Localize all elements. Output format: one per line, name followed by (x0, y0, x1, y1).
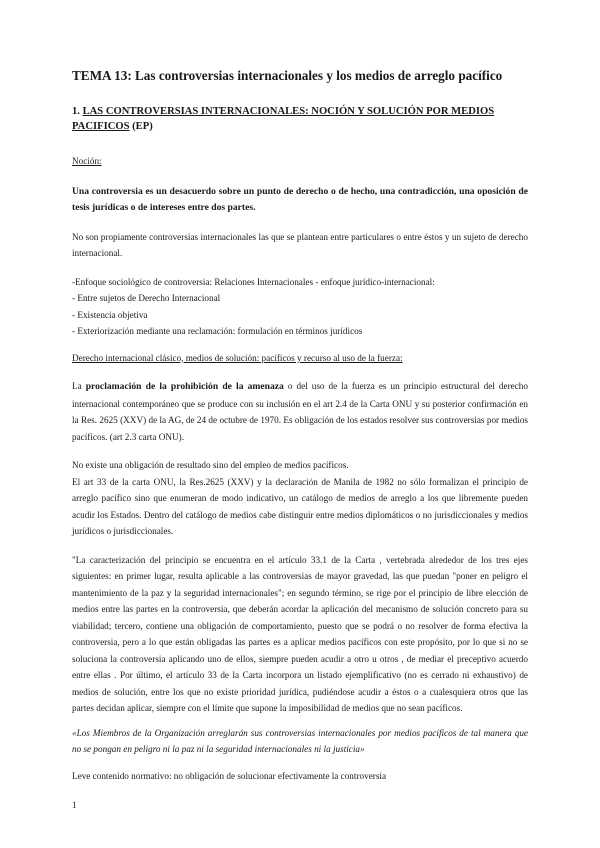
proclamacion-pre: La (72, 381, 86, 391)
italic-quote: «Los Miembros de la Organización arreglarán sus controversias internacionales por medios pacíficos de tal manera que no se pongan en peligro ni la paz ni la seguridad internacionales ni la justicia» (72, 727, 528, 754)
art33-paragraph: El art 33 de la carta ONU, la Res.2625 (XXV) y la declaración de Manila de 1982 no sólo formalizan el principio de arreglo pacífico sino que enumeran de modo indicativo, un catálogo de medios de arreglo a los que libremente pueden acudir los Estados. Dentro del catálogo de medios cabe distinguir entre medios diplomáticos o no jurisdiccionales y medios jurídicos o jurisdiccionales. (72, 476, 528, 536)
section-heading (72, 104, 528, 134)
list-item: -Enfoque sociológico de controversia: Relaciones Internacionales - enfoque jurídico-internacional: (72, 276, 435, 287)
list-item: - Existencia objetiva (72, 309, 148, 320)
nocion-label: Noción: (72, 156, 102, 166)
definition-paragraph: Una controversia es un desacuerdo sobre un punto de derecho o de hecho, una contradicción, una oposición de tesis jurídicas o de intereses entre dos partes. (72, 185, 528, 213)
section-number: 1. (72, 106, 83, 117)
no-existe-paragraph: No existe una obligación de resultado sino del empleo de medios pacíficos. (72, 460, 349, 470)
proclamacion-paragraph (72, 378, 528, 445)
section-heading-text: LAS CONTROVERSIAS INTERNACIONALES: NOCIÓN Y SOLUCIÓN POR MEDIOS PACIFICOS (72, 106, 495, 132)
proclamacion-bold: proclamación de la prohibición de la amenaza (85, 381, 284, 392)
list-item: - Entre sujetos de Derecho Internacional (72, 293, 221, 303)
dic-heading: Derecho internacional clásico, medios de solución: pacíficos y recurso al uso de la fuerza: (72, 352, 403, 363)
list-item: - Exteriorización mediante una reclamación: formulación en términos jurídicos (72, 326, 363, 336)
section-suffix: (EP) (132, 121, 153, 132)
no-son-paragraph: No son propiamente controversias internacionales las que se plantean entre particulares o entre éstos y un sujeto de derecho internacional. (72, 231, 528, 258)
page-number: 1 (72, 800, 77, 810)
document-page (72, 68, 528, 784)
proclamacion-post: o del uso de la fuerza es un principio estructural del derecho internacional contemporáneo que se produce con su inclusión en el art 2.4 de la Carta ONU y su posterior confirmación en la Res. 2625 (XXV) de la AG, de 24 de octubre de 1970. Es obligación de los estados resolver sus controversias por medios pacíficos. (art 2.3 carta ONU). (72, 381, 528, 442)
quote-paragraph: "La caracterización del principio se encuentra en el artículo 33.1 de la Carta , vertebrada alrededor de los tres ejes siguientes: en primer lugar, resulta aplicable a las controversias de mayor gravedad, las que puedan "poner en peligro el mantenimiento de la paz y la seguridad internacionales"; en segundo término, se rige por el principio de libre elección de medios entre las partes en la controversia, que deberán acordar la aplicación del mecanismo de solución concreto para su viabilidad; tercero, contiene una obligación de comportamiento, puesto que se podrá o no resolver de forma efectiva la controversia, pero a lo que están obligadas las partes es a aplicar medios pacíficos con este propósito, por lo que si no se soluciona la controversia aplicando uno de ellos, siempre pueden acudir a otro u otros , de mediar el preceptivo acuerdo entre ellas . Por último, el artículo 33 de la Carta incorpora un listado ejemplificativo (no es cerrado ni exhaustivo) de medios de solución, entre los que no existe prioridad jurídica, pudiéndose acudir a éstos o a cualesquiera otros que las partes decidan aplicar, siempre con el límite que supone la imposibilidad de medios que no sean pacíficos. (72, 554, 528, 713)
leve-paragraph: Leve contenido normativo: no obligación de solucionar efectivamente la controversia (72, 770, 387, 781)
page-title: TEMA 13: Las controversias internacionales y los medios de arreglo pacífico (72, 68, 503, 83)
